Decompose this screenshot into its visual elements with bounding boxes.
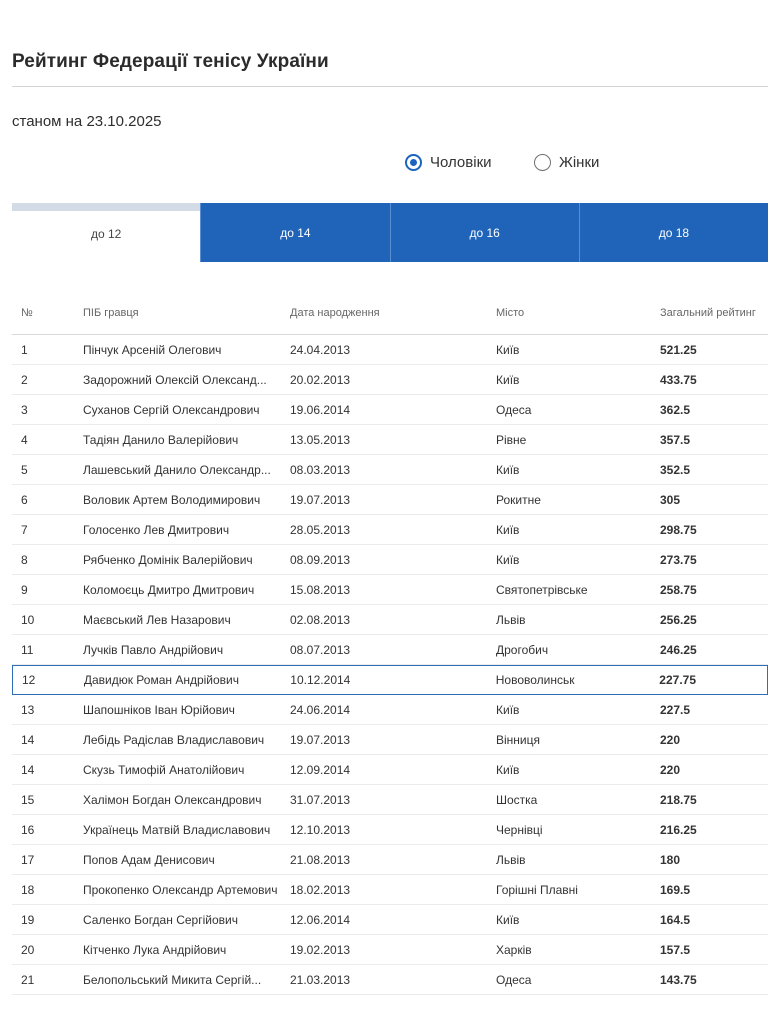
cell-rating: 357.5 [660, 432, 691, 447]
cell-number: 10 [21, 612, 35, 627]
header-city: Місто [496, 307, 525, 319]
table-row[interactable] [12, 755, 768, 785]
cell-dob: 13.05.2013 [290, 432, 351, 447]
page-title: Рейтинг Федерації тенісу України [12, 51, 329, 72]
cell-number: 12 [22, 673, 36, 687]
tab-under-12[interactable] [12, 203, 200, 262]
tab-label: до 14 [280, 225, 311, 240]
cell-name: Задорожний Олексій Олександ... [83, 372, 267, 387]
cell-dob: 21.03.2013 [290, 972, 351, 987]
cell-name: Лашевський Данило Олександр... [83, 462, 271, 477]
cell-rating: 169.5 [660, 882, 691, 897]
cell-city: Київ [496, 702, 520, 717]
cell-name: Халімон Богдан Олександрович [83, 792, 262, 807]
table-row[interactable] [12, 575, 768, 605]
cell-rating: 521.25 [660, 342, 697, 357]
cell-number: 18 [21, 882, 35, 897]
table-row[interactable] [12, 605, 768, 635]
cell-number: 13 [21, 702, 35, 717]
cell-rating: 256.25 [660, 612, 697, 627]
cell-dob: 12.10.2013 [290, 822, 351, 837]
cell-number: 20 [21, 942, 35, 957]
cell-number: 3 [21, 402, 28, 417]
gender-women-label: Жінки [559, 154, 600, 171]
age-tabs [12, 203, 768, 262]
cell-dob: 08.03.2013 [290, 462, 351, 477]
cell-name: Рябченко Домінік Валерійович [83, 552, 253, 567]
table-row[interactable] [12, 545, 768, 575]
tab-label: до 12 [90, 226, 122, 241]
cell-city: Горішні Плавні [496, 882, 578, 897]
cell-dob: 15.08.2013 [290, 582, 351, 597]
table-row[interactable] [12, 935, 768, 965]
cell-number: 11 [21, 642, 34, 657]
table-row[interactable] [12, 515, 768, 545]
header-dob: Дата народження [290, 307, 380, 319]
cell-dob: 08.07.2013 [290, 642, 351, 657]
header-number: № [21, 307, 33, 319]
cell-number: 14 [21, 762, 35, 777]
cell-number: 21 [21, 972, 35, 987]
cell-rating: 220 [660, 732, 681, 747]
cell-rating: 157.5 [660, 942, 691, 957]
cell-number: 6 [21, 492, 28, 507]
table-row[interactable] [12, 665, 768, 695]
cell-city: Харків [496, 942, 532, 957]
cell-rating: 216.25 [660, 822, 697, 837]
table-row[interactable] [12, 905, 768, 935]
cell-city: Київ [496, 762, 520, 777]
cell-number: 16 [21, 822, 35, 837]
table-row[interactable] [12, 695, 768, 725]
cell-rating: 143.75 [660, 972, 697, 987]
table-row[interactable] [12, 635, 768, 665]
cell-dob: 31.07.2013 [290, 792, 351, 807]
cell-name: Кітченко Лука Андрійович [83, 942, 227, 957]
cell-number: 7 [21, 522, 28, 537]
cell-city: Київ [496, 372, 520, 387]
cell-city: Шостка [496, 792, 538, 807]
cell-rating: 273.75 [660, 552, 697, 567]
cell-city: Рокитне [496, 492, 541, 507]
cell-dob: 20.02.2013 [290, 372, 351, 387]
cell-city: Нововолинськ [495, 673, 575, 687]
cell-city: Дрогобич [496, 642, 549, 657]
cell-city: Одеса [496, 402, 532, 417]
cell-dob: 19.07.2013 [290, 492, 351, 507]
table-row[interactable] [12, 815, 768, 845]
cell-rating: 258.75 [660, 582, 697, 597]
table-row[interactable] [12, 785, 768, 815]
table-body [12, 335, 768, 995]
cell-city: Одеса [496, 972, 532, 987]
cell-number: 5 [21, 462, 28, 477]
cell-city: Київ [496, 912, 520, 927]
cell-number: 15 [21, 792, 35, 807]
cell-dob: 12.09.2014 [290, 762, 351, 777]
cell-name: Попов Адам Денисович [83, 852, 215, 867]
cell-rating: 218.75 [660, 792, 697, 807]
cell-number: 2 [21, 372, 28, 387]
cell-dob: 18.02.2013 [290, 882, 351, 897]
cell-dob: 19.07.2013 [290, 732, 351, 747]
cell-city: Київ [496, 462, 520, 477]
cell-name: Пінчук Арсеній Олегович [83, 342, 222, 357]
ranking-table [12, 292, 768, 995]
title-divider [12, 86, 768, 87]
table-row[interactable] [12, 395, 768, 425]
table-row[interactable] [12, 725, 768, 755]
cell-name: Скузь Тимофій Анатолійович [83, 762, 245, 777]
table-row[interactable] [12, 965, 768, 995]
cell-rating: 298.75 [660, 522, 697, 537]
cell-name: Коломоєць Дмитро Дмитрович [83, 582, 255, 597]
cell-name: Белопольський Микита Сергій... [83, 972, 262, 987]
cell-city: Святопетрівське [496, 582, 588, 597]
cell-name: Лучків Павло Андрійович [83, 642, 224, 657]
cell-city: Київ [496, 342, 520, 357]
cell-name: Українець Матвій Владиславович [83, 822, 271, 837]
cell-name: Саленко Богдан Сергійович [83, 912, 238, 927]
cell-city: Львів [496, 852, 526, 867]
table-row[interactable] [12, 455, 768, 485]
cell-name: Маєвський Лев Назарович [83, 612, 231, 627]
cell-number: 19 [21, 912, 35, 927]
cell-number: 9 [21, 582, 28, 597]
cell-dob: 02.08.2013 [290, 612, 351, 627]
tab-label: до 18 [658, 225, 690, 240]
header-name: ПІБ гравця [83, 307, 139, 319]
cell-rating: 433.75 [660, 372, 697, 387]
cell-dob: 21.08.2013 [290, 852, 351, 867]
cell-name: Шапошніков Іван Юрійович [83, 702, 235, 717]
table-header [12, 292, 768, 335]
table-row[interactable] [12, 335, 768, 365]
cell-rating: 220 [660, 762, 681, 777]
cell-rating: 180 [660, 852, 681, 867]
cell-city: Вінниця [496, 732, 540, 747]
cell-city: Київ [496, 522, 520, 537]
cell-number: 17 [21, 852, 35, 867]
cell-number: 1 [21, 342, 28, 357]
table-row[interactable] [12, 875, 768, 905]
cell-number: 4 [21, 432, 28, 447]
cell-rating: 362.5 [660, 402, 691, 417]
table-row[interactable] [12, 425, 768, 455]
cell-name: Прокопенко Олександр Артемович [83, 882, 278, 897]
cell-city: Київ [496, 552, 520, 567]
radio-unchecked-icon[interactable] [534, 154, 551, 171]
cell-name: Голосенко Лев Дмитрович [83, 522, 230, 537]
tab-label: до 16 [469, 225, 500, 240]
table-row[interactable] [12, 845, 768, 875]
cell-name: Лебідь Радіслав Владиславович [83, 732, 265, 747]
cell-dob: 12.06.2014 [290, 912, 351, 927]
cell-dob: 24.04.2013 [290, 342, 351, 357]
cell-dob: 28.05.2013 [290, 522, 351, 537]
table-row[interactable] [12, 485, 768, 515]
table-row[interactable] [12, 365, 768, 395]
header-rating: Загальний рейтинг [660, 307, 756, 319]
cell-rating: 305 [660, 492, 681, 507]
cell-city: Чернівці [496, 822, 543, 837]
as-of-date: станом на 23.10.2025 [12, 113, 162, 130]
tab-under-14[interactable] [200, 203, 389, 262]
cell-city: Рівне [496, 432, 527, 447]
cell-name: Давидюк Роман Андрійович [83, 673, 240, 687]
cell-number: 14 [21, 732, 35, 747]
cell-rating: 227.5 [660, 702, 691, 717]
cell-dob: 19.02.2013 [290, 942, 351, 957]
tab-under-18[interactable] [579, 203, 768, 262]
gender-radio-women[interactable] [534, 154, 599, 171]
cell-number: 8 [21, 552, 28, 567]
gender-radio-men[interactable] [405, 154, 492, 171]
radio-checked-icon[interactable] [405, 154, 422, 171]
cell-name: Тадіян Данило Валерійович [83, 432, 239, 447]
tab-under-16[interactable] [390, 203, 579, 262]
cell-rating: 246.25 [660, 642, 697, 657]
cell-rating: 164.5 [660, 912, 691, 927]
cell-dob: 10.12.2014 [290, 673, 351, 687]
cell-name: Суханов Сергій Олександрович [83, 402, 260, 417]
cell-dob: 08.09.2013 [290, 552, 351, 567]
cell-city: Львів [496, 612, 526, 627]
gender-men-label: Чоловіки [430, 154, 492, 171]
cell-name: Воловик Артем Володимирович [83, 492, 261, 507]
cell-rating: 352.5 [660, 462, 691, 477]
cell-rating: 227.75 [659, 673, 696, 687]
cell-dob: 19.06.2014 [290, 402, 351, 417]
cell-dob: 24.06.2014 [290, 702, 351, 717]
